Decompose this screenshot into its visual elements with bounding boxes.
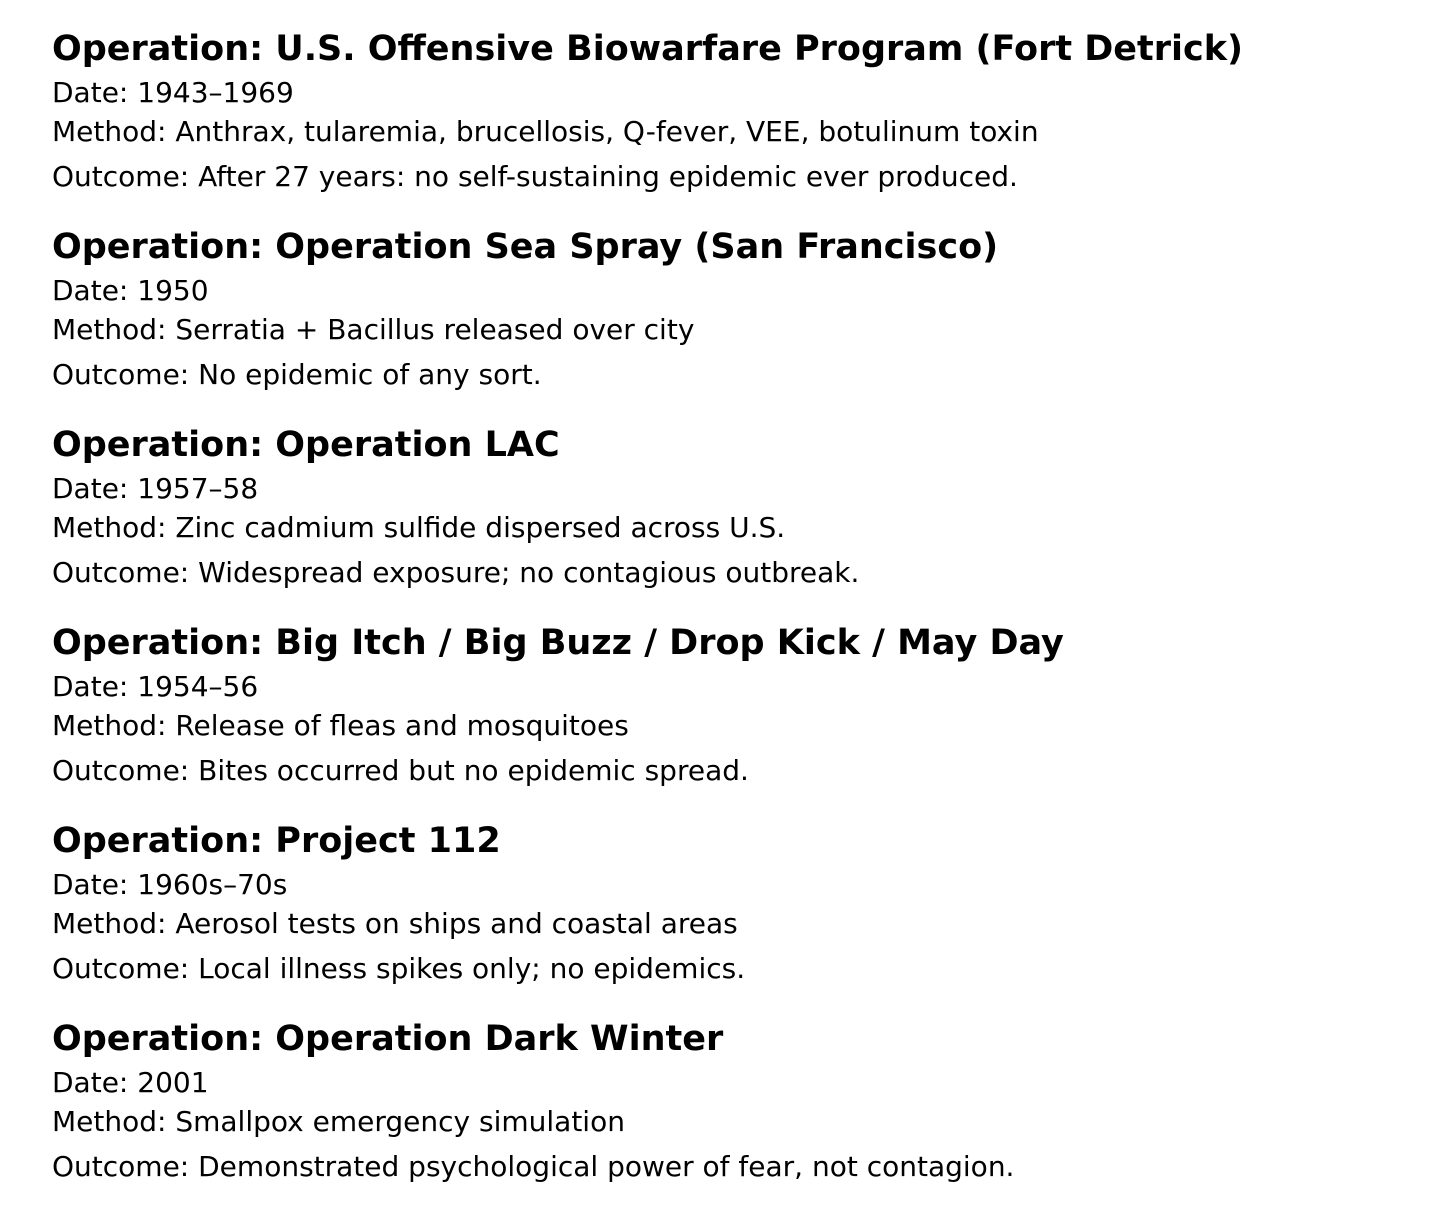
operation-date: Date: 1954–56 (52, 670, 259, 703)
operation-title: Operation: Big Itch / Big Buzz / Drop Kick / May Day (52, 623, 1064, 663)
operation-method: Method: Anthrax, tularemia, brucellosis, Q-fever, VEE, botulinum toxin (52, 115, 1039, 148)
operation-title: Operation: Operation Dark Winter (52, 1019, 724, 1059)
operation-entry-lac (52, 424, 1456, 622)
operation-date: Date: 1960s–70s (52, 868, 288, 901)
operation-entry-dark-winter (52, 1018, 1456, 1216)
operation-method: Method: Release of fleas and mosquitoes (52, 709, 629, 742)
operation-entry-big-itch (52, 622, 1456, 820)
operation-date: Date: 1957–58 (52, 472, 259, 505)
operation-entry-fort-detrick (52, 28, 1456, 226)
operation-entry-sea-spray (52, 226, 1456, 424)
operation-date: Date: 1943–1969 (52, 76, 294, 109)
operation-date: Date: 1950 (52, 274, 209, 307)
operation-title: Operation: Project 112 (52, 821, 501, 861)
operation-outcome: Outcome: Demonstrated psychological power of fear, not contagion. (52, 1150, 1015, 1183)
operation-outcome: Outcome: No epidemic of any sort. (52, 358, 542, 391)
operation-outcome: Outcome: Bites occurred but no epidemic spread. (52, 754, 749, 787)
operation-title: Operation: Operation LAC (52, 425, 560, 465)
operation-outcome: Outcome: After 27 years: no self-sustaining epidemic ever produced. (52, 160, 1018, 193)
operation-outcome: Outcome: Local illness spikes only; no epidemics. (52, 952, 746, 985)
operation-method: Method: Serratia + Bacillus released over city (52, 313, 695, 346)
operation-date: Date: 2001 (52, 1066, 209, 1099)
operation-method: Method: Aerosol tests on ships and coastal areas (52, 907, 738, 940)
operation-outcome: Outcome: Widespread exposure; no contagious outbreak. (52, 556, 860, 589)
operation-method: Method: Smallpox emergency simulation (52, 1105, 625, 1138)
operation-title: Operation: U.S. Offensive Biowarfare Program (Fort Detrick) (52, 29, 1244, 69)
operation-entry-project-112 (52, 820, 1456, 1018)
operation-title: Operation: Operation Sea Spray (San Francisco) (52, 227, 999, 267)
operation-method: Method: Zinc cadmium sulfide dispersed across U.S. (52, 511, 786, 544)
